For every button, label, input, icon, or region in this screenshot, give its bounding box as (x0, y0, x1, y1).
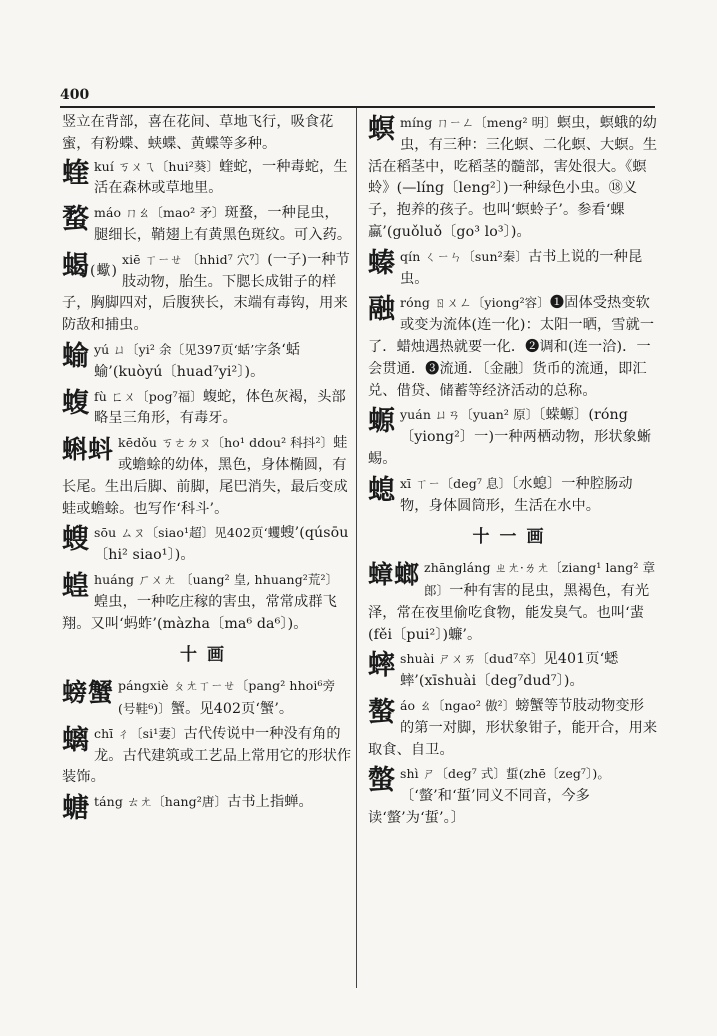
headword: 螯 (368, 696, 396, 728)
headword: 螫 (368, 765, 396, 797)
section-heading: 十画 (180, 645, 234, 666)
definition: (一子)一种节肢动物，胎生。下腮长成钳子的样子，胸脚四对，后腹狭长，末端有毒钩，用来防敌和捕虫。 (62, 251, 350, 334)
dictionary-entry (368, 695, 658, 761)
pronunciation: qín ㄑㄧㄣ〔sun²秦〕 (400, 248, 528, 264)
dictionary-entry (62, 339, 352, 384)
pronunciation: táng ㄊㄤ〔hang²唐〕 (94, 794, 228, 810)
definition: 古书上指蝉。 (227, 794, 313, 811)
dictionary-entry (62, 156, 352, 201)
headword: 蟀 (368, 650, 396, 682)
pronunciation: áo ㄠ〔ngao² 傲²〕 (400, 697, 516, 713)
headword: 蟑螂 (368, 560, 421, 590)
pronunciation: kuí ㄎㄨㄟ〔hui²葵〕 (94, 158, 220, 174)
pronunciation: yú ㄩ〔yi² 余〔见397页‘蛞’字 (94, 341, 267, 357)
definition: 斑蝥，一种昆虫，腿细长，鞘翅上有黄黑色斑纹。可入药。 (94, 205, 352, 243)
pronunciation: shuài ㄕㄨㄞ〔dud⁷卒〕 (400, 651, 544, 667)
dictionary-entry (368, 292, 658, 402)
definition: 一种有害的昆虫，黑褐色，有光泽，常在夜里偷吃食物，能发臭气。也叫‘蜚(fěi〔pui²〕)蠊’。 (368, 582, 650, 643)
dictionary-entry (62, 522, 352, 567)
pronunciation: zhāngláng ㄓㄤ·ㄌㄤ〔ziang¹ lang² 章郎〕 (424, 560, 656, 598)
continuation-text: 竖立在背部，喜在花间、草地飞行，吸食花蜜，有粉蝶、蛱蝶、黄蝶等多种。 (62, 114, 334, 152)
dictionary-entry (62, 791, 352, 825)
headword: 螟 (368, 114, 396, 145)
pronunciation: róng ㄖㄨㄥ〔yiong²容〕 (400, 295, 550, 311)
pronunciation: chī ㄔ〔si¹妻〕 (94, 725, 184, 741)
definition: 蝮蛇，体色灰褐，头部略呈三角形，有毒牙。 (94, 388, 346, 427)
definition: 螟虫，螟蛾的幼虫，有三种：三化螟、二化螟、大螟。生活在稻茎中，吃稻茎的髓部，害处很大。《螟蛉》(—líng〔leng²〕)一种绿色小虫。⑱义子，抱养的孩子。也叫‘螟蛉子’。参看‘蜾蠃’(guǒluǒ〔go³ lo³〕)。 (368, 115, 658, 240)
definition: 蝰蛇，一种毒蛇，生活在森林或草地里。 (94, 158, 348, 197)
section-heading: 十一画 (472, 527, 554, 548)
column-divider (356, 108, 357, 988)
pronunciation: yuán ㄩㄢ〔yuan² 原〕 (400, 407, 539, 423)
dictionary-entry (368, 648, 658, 693)
pronunciation: míng ㄇㄧㄥ〔meng² 明〕 (400, 115, 557, 130)
definition: 〔水螅〕一种腔肠动物，身体圆筒形，生活在水中。 (400, 475, 633, 514)
definition: 蟹。见402页‘蟹’。 (170, 700, 294, 717)
headword-char: 蝎 (62, 250, 90, 282)
pronunciation: pángxiè ㄆㄤㄒㄧㄝ〔pang² hhoi⁶旁(号鞋⁶)〕 (118, 678, 336, 716)
headword: 蝌蚪 (62, 435, 115, 465)
definition: 螃蟹等节肢动物变形的第一对脚，形状象钳子，能开合，用来取食、自卫。 (368, 697, 658, 758)
definition: 螋’(qúsōu〔hi² siao¹〕)。 (94, 525, 349, 564)
variant-form: (蠍) (90, 262, 118, 279)
dictionary-entry (62, 249, 352, 337)
header-rule (60, 106, 655, 108)
dictionary-entry (62, 432, 352, 520)
pronunciation: xī ㄒㄧ〔deg⁷ 息〕 (400, 475, 512, 491)
headword: 蝗 (62, 570, 90, 602)
definition: 〔‘螫’和‘蜇’同义不同音，今多读‘螫’为‘蜇’。〕 (368, 788, 590, 826)
dictionary-entry (368, 112, 658, 244)
page-number: 400 (60, 87, 90, 103)
definition: 古代传说中一种没有角的龙。古代建筑或工艺品上常用它的形状作装饰。 (62, 725, 352, 786)
left-column (62, 112, 352, 824)
headword: 蝮 (62, 387, 90, 419)
headword: 螭 (62, 724, 90, 756)
headword: 蝓 (62, 340, 90, 372)
dictionary-entry (368, 763, 658, 829)
definition: 蝗虫，一种吃庄稼的害虫，常常成群飞翔。又叫‘蚂蚱’(màzha〔ma⁶ da⁶〕)。 (62, 593, 337, 632)
definition: 〔蝾螈〕(róng〔yiong²〕一)一种两栖动物，形状象蜥蜴。 (368, 407, 652, 467)
headword: 螓 (368, 247, 396, 279)
dictionary-entry (62, 569, 352, 635)
dictionary-entry (62, 723, 352, 789)
pronunciation: shì ㄕ〔deg⁷ 式〕蜇(zhē〔zeg⁷〕)。 (400, 766, 610, 782)
dictionary-entry (62, 202, 352, 247)
pronunciation: kēdǒu ㄎㄜㄉㄡ〔ho¹ ddou² 科抖²〕 (118, 435, 334, 451)
definition: 见401页‘蟋蟀’(xīshuài〔deg⁷dud⁷〕)。 (400, 651, 619, 690)
headword: 螗 (62, 793, 90, 825)
pronunciation: fù ㄈㄨ〔pog⁷福〕 (94, 388, 203, 404)
headword: 螋 (62, 524, 90, 556)
definition: ❶固体受热变软或变为流体(连一化)：太阳一晒，雪就一了．蜡烛遇热就要一化．❷调和(连一洽)．一会贯通．❸流通．〔金融〕货币的流通，即汇兑、借贷、储蓄等经济活动的总称。 (368, 295, 655, 399)
dictionary-entry (368, 557, 658, 646)
definition: 条‘蛞蝓’(kuòyú〔huad⁷yi²〕)。 (94, 341, 301, 380)
headword: 蝰 (62, 157, 90, 189)
dictionary-entry (368, 246, 658, 291)
pronunciation: huáng ㄏㄨㄤ 〔uang² 皇, hhuang²荒²〕 (94, 571, 339, 587)
headword: 螅 (368, 474, 396, 506)
headword: 蝥 (62, 204, 90, 236)
headword: 螈 (368, 406, 396, 438)
headword (62, 252, 118, 286)
headword: 融 (368, 294, 396, 326)
definition: 蛙或蟾蜍的幼体，黑色，身体椭圆，有长尾。生出后脚、前脚，尾巴消失，最后变成蛙或蟾蜍。也写作‘科斗’。 (62, 435, 348, 517)
dictionary-entry (368, 473, 658, 518)
definition: 古书上说的一种昆虫。 (400, 248, 643, 287)
headword: 螃蟹 (62, 678, 115, 708)
dictionary-entry (62, 675, 352, 721)
right-column (368, 112, 658, 832)
dictionary-entry (368, 404, 658, 470)
pronunciation: máo ㄇㄠ〔mao² 矛〕 (94, 205, 225, 221)
pronunciation: sōu ㄙㄡ〔siao¹超〕见402页‘蠼 (94, 525, 281, 541)
dictionary-entry (62, 386, 352, 431)
pronunciation: xiē ㄒㄧㄝ 〔hhid⁷ 穴⁷〕 (121, 251, 268, 267)
